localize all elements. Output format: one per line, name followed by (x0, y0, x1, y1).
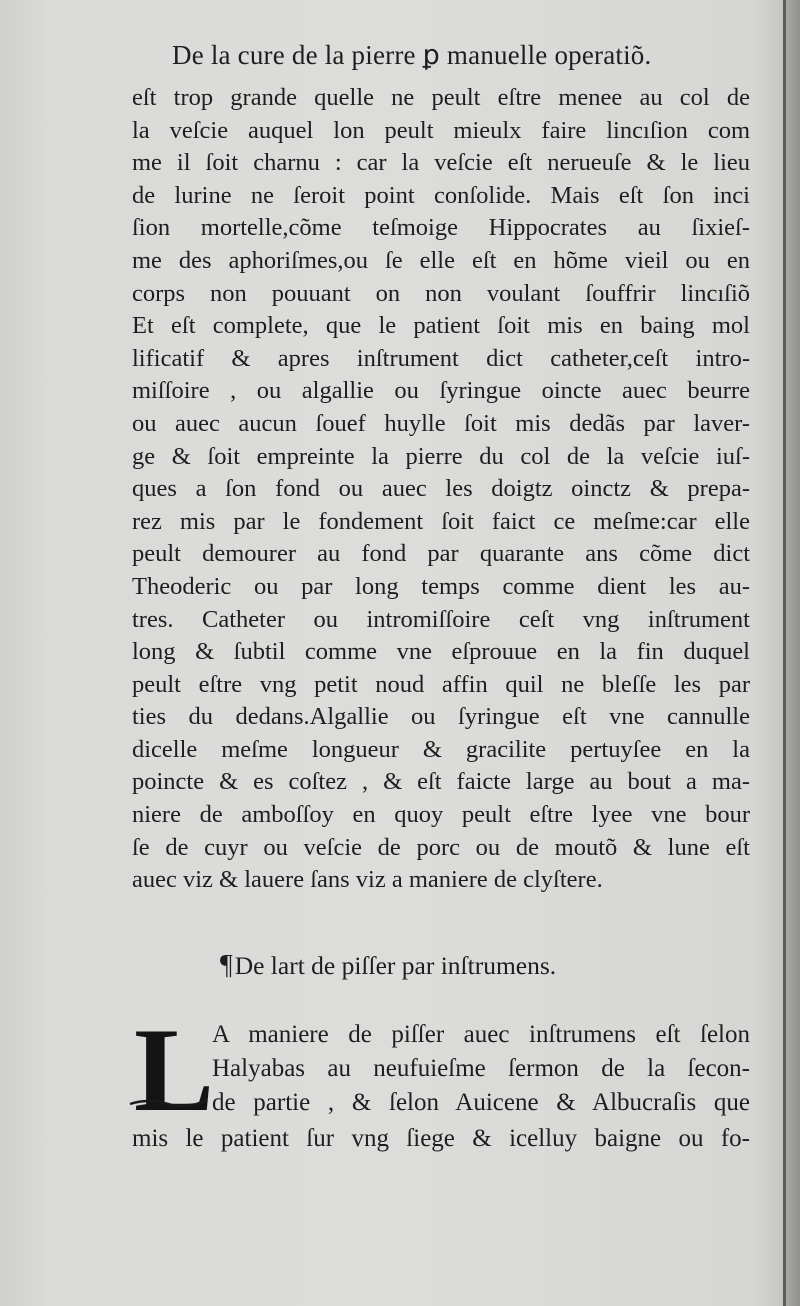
drop-cap-flourish (128, 1096, 208, 1112)
text-line: peult eſtre vng petit noud affin quil ne bleſſe les par (132, 670, 750, 698)
text-line: corps non pouuant on non voulant ſouffrir lincıſiõ (132, 279, 750, 307)
text-line: poincte & es coſtez , & eſt faicte large au bout a ma- (132, 768, 750, 796)
text-line: peult demourer au fond par quarante ans cõme dict (132, 540, 750, 568)
text-line: me il ſoit charnu : car la veſcie eſt nerueuſe & le lieu (132, 149, 750, 177)
text-line: lificatif & apres inſtrument dict catheter,ceſt intro- (132, 344, 750, 372)
text-line: ſe de cuyr ou veſcie de porc ou de moutõ & lune eſt (132, 833, 750, 861)
pilcrow-icon: ¶ (220, 950, 233, 981)
text-line: me des aphoriſmes,ou ſe elle eſt en hõme vieil ou en (132, 246, 750, 274)
text-line: ques a ſon fond ou auec les doigtz oinctz & prepa- (132, 475, 750, 503)
text-line: tres. Catheter ou intromiſſoire ceſt vng inſtrument (132, 605, 750, 633)
paragraph-1 (132, 82, 750, 897)
running-head: De la cure de la pierre ꝑ manuelle operatiõ. (172, 40, 652, 70)
text-line: rez mis par le fondement ſoit faict ce meſme:car elle (132, 507, 750, 535)
text-line: Halyabas au neufuieſme ſermon de la ſecon- (212, 1055, 750, 1082)
text-line: long & ſubtil comme vne eſprouue en la fin duquel (132, 638, 750, 666)
text-line: ou auec aucun ſouef huylle ſoit mis dedãs par laver- (132, 409, 750, 437)
text-line: mis le patient ſur vng ſiege & icelluy baigne ou fo- (132, 1125, 750, 1152)
drop-cap-initial: L (134, 1003, 215, 1136)
text-line: Theoderic ou par long temps comme dient les au- (132, 572, 750, 600)
text-line: la veſcie auquel lon peult mieulx faire lincıſion com (132, 116, 750, 144)
text-line: Et eſt complete, que le patient ſoit mis en baing mol (132, 312, 750, 340)
text-line: niere de amboſſoy en quoy peult eſtre lyee vne bour (132, 801, 750, 829)
section-heading (220, 950, 640, 982)
text-line: ſion mortelle,cõme teſmoige Hippocrates au ſixieſ- (132, 214, 750, 242)
text-line: ties du dedans.Algallie ou ſyringue eſt vne cannulle (132, 703, 750, 731)
text-line: ge & ſoit empreinte la pierre du col de la veſcie iuſ- (132, 442, 750, 470)
text-line: auec viz & lauere ſans viz a maniere de clyſtere. (132, 866, 603, 894)
text-line: de lurine ne ſeroit point conſolide. Mais eſt ſon inci (132, 181, 750, 209)
text-line: eſt trop grande quelle ne peult eſtre menee au col de (132, 84, 750, 111)
text-line: miſſoire , ou algallie ou ſyringue oincte auec beurre (132, 377, 750, 405)
text-line: de partie , & ſelon Auicene & Albucraſis que (212, 1089, 750, 1116)
text-line: A maniere de piſſer auec inſtrumens eſt ſelon (212, 1021, 750, 1048)
text-line: dicelle meſme longueur & gracilite pertuyſee en la (132, 735, 750, 763)
section-heading-text: De lart de piſſer par inſtrumens. (234, 951, 557, 980)
page-edge-shadow (786, 0, 800, 1306)
